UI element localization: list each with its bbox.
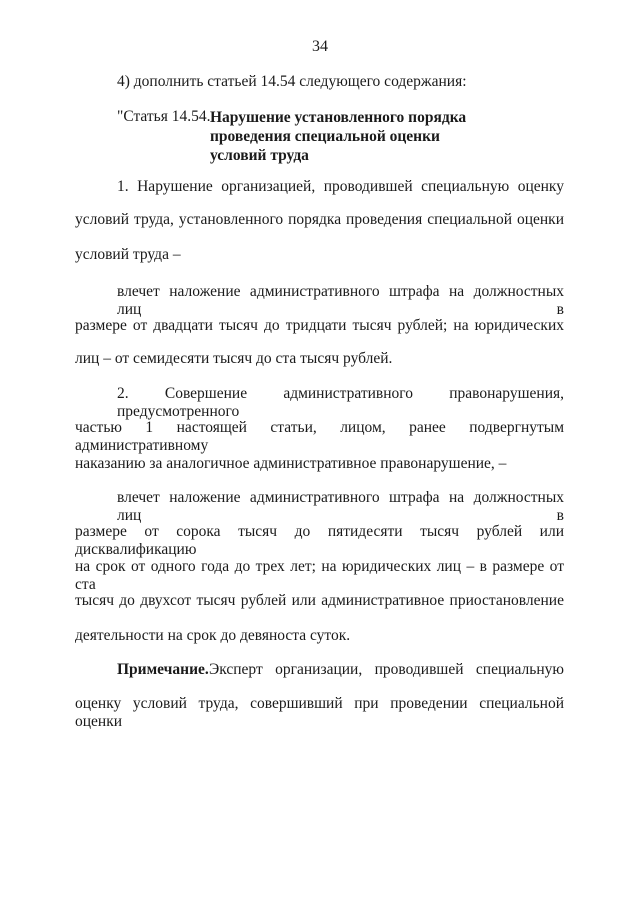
article-title-line: проведения специальной оценки <box>210 128 440 145</box>
note-line: оценку условий труда, совершивший при проведении специальной оценки <box>75 695 564 730</box>
sanction2-line: влечет наложение административного штрафа на должностных лиц в <box>117 489 564 524</box>
article-heading <box>117 108 466 165</box>
part2-line: частью 1 настоящей статьи, лицом, ранее подвергнутым административному <box>75 419 564 454</box>
article-title-line: условий труда <box>210 147 309 164</box>
part1-line: условий труда – <box>75 246 181 263</box>
page-number: 34 <box>312 38 328 55</box>
article-title <box>210 108 466 165</box>
article-number: "Статья 14.54. <box>117 108 211 125</box>
article-title-line: Нарушение установленного порядка <box>210 109 467 126</box>
part2-line: 2. Совершение административного правонарушения, предусмотренного <box>117 385 564 420</box>
sanction2-line: размере от сорока тысяч до пятидесяти тысяч рублей или дисквалификацию <box>75 523 564 558</box>
note-label: Примечание. <box>117 661 209 678</box>
part2-line: наказанию за аналогичное административное правонарушение, – <box>75 455 507 472</box>
part1-line: условий труда, установленного порядка проведения специальной оценки <box>75 211 564 228</box>
intro-line: 4) дополнить статьей 14.54 следующего содержания: <box>117 73 467 90</box>
sanction1-line: размере от двадцати тысяч до тридцати тысяч рублей; на юридических <box>75 317 564 334</box>
sanction1-line: влечет наложение административного штрафа на должностных лиц в <box>117 283 564 318</box>
sanction2-line: деятельности на срок до девяноста суток. <box>75 627 351 644</box>
note-first-line-text: Эксперт организации, проводившей специальную <box>209 661 564 678</box>
sanction1-line: лиц – от семидесяти тысяч до ста тысяч рублей. <box>75 350 393 367</box>
note-line <box>117 661 564 679</box>
sanction2-line: тысяч до двухсот тысяч рублей или административное приостановление <box>75 592 564 609</box>
part1-line: 1. Нарушение организацией, проводившей специальную оценку <box>117 178 564 195</box>
sanction2-line: на срок от одного года до трех лет; на юридических лиц – в размере от ста <box>75 558 564 593</box>
